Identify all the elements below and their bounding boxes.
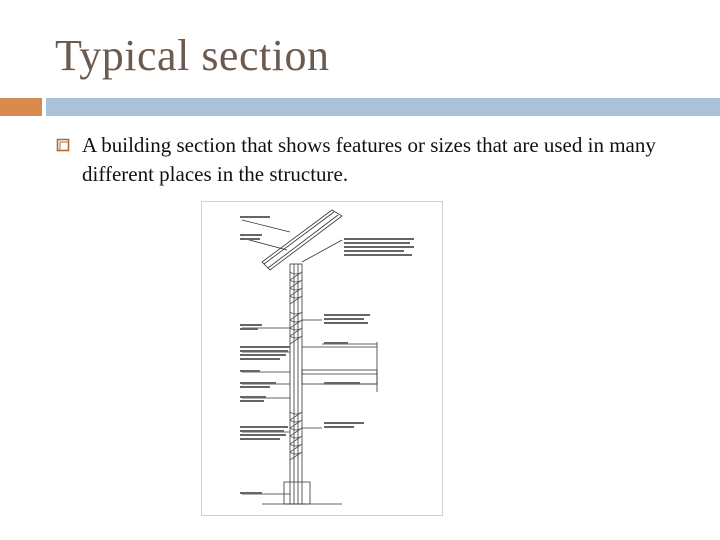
section-drawing-graphic (202, 202, 442, 515)
hollow-square-bullet-icon (56, 138, 70, 152)
accent-bar (0, 98, 42, 116)
section-drawing-image (201, 201, 443, 516)
foundation (284, 482, 310, 504)
title-divider-bar (46, 98, 720, 116)
floor-joist (302, 370, 377, 384)
slide-title: Typical section (55, 31, 330, 80)
bullet-text: A building section that shows features or sizes that are used in many different places in the structure. (82, 133, 656, 186)
roof-slope (262, 210, 342, 270)
